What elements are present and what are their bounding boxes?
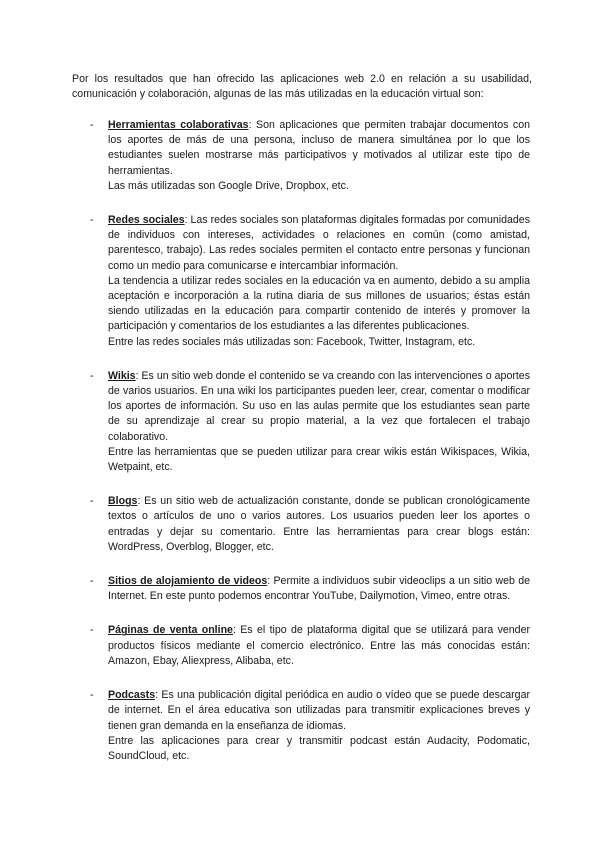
bullet-list — [90, 118, 530, 783]
item-text: : Permite a individuos subir videoclips a un sitio web de Internet. En este punto podemos encontrar YouTube, Dailymotion, Vimeo, entre otras. — [108, 575, 530, 603]
item-term: Podcasts — [108, 689, 156, 702]
item-paragraph — [108, 335, 530, 350]
list-item-sitios-de-alojamiento-de-videos — [90, 574, 530, 604]
list-item-redes-sociales — [90, 213, 530, 350]
bullet-dash: - — [90, 495, 94, 508]
list-item-podcasts — [90, 688, 530, 764]
bullet-dash: - — [90, 575, 94, 588]
item-term: Sitios de alojamiento de videos — [108, 575, 268, 588]
item-text: : Es una publicación digital periódica en audio o vídeo que se puede descargar de internet. En el área educativa son utilizadas para transmitir explicaciones breves y tienen gran demanda en la enseñanza de idiomas. — [108, 689, 530, 732]
bullet-dash: - — [90, 119, 94, 131]
item-paragraph — [108, 734, 530, 764]
item-description — [108, 494, 530, 555]
list-item-paginas-de-venta-online — [90, 623, 530, 669]
item-text: La tendencia a utilizar redes sociales en la educación va en aumento, debido a su amplia aceptación e incorporación a la rutina diaria de sus millones de usuarios; éstas están siendo utilizadas en la educación para compartir contenido de interés y promover la participación y comentarios de los estudiantes a las diferentes publicaciones. — [108, 274, 530, 333]
bullet-dash: - — [90, 624, 94, 637]
item-description — [108, 688, 530, 734]
bullet-dash: - — [90, 369, 94, 382]
item-text: Entre las herramientas que se pueden utilizar para crear wikis están Wikispaces, Wikia, Wetpaint, etc. — [108, 445, 530, 474]
item-text: : Es un sitio web donde el contenido se va creando con las intervenciones o aportes de varios usuarios. En una wiki los participantes pueden leer, crear, comentar o modificar los aportes de información. Su uso en las aulas permite que los estudiantes sean parte de su aprendizaje al crear su propio material, a la vez que fortalecen el trabajo colaborativo. — [108, 369, 530, 443]
item-description — [108, 213, 530, 274]
list-item-herramientas-colaborativas — [90, 118, 530, 194]
item-text: : Las redes sociales son plataformas digitales formadas por comunidades de individuos con intereses, actividades o relaciones en común (como amistad, parentesco, trabajo). Las redes sociales permiten el contacto entre personas y funcionan como un medio para comunicarse e intercambiar información. — [108, 214, 530, 272]
item-text: : Es un sitio web de actualización constante, donde se publican cronológicamente textos o artículos de uno o varios autores. Los usuarios pueden leer los aportes o entradas y dejar su comentario. Entre las herramientas para crear blogs están: WordPress, Overblog, Blogger, etc. — [108, 495, 530, 553]
item-text: Entre las aplicaciones para crear y transmitir podcast están Audacity, Podomatic, SoundCloud, etc. — [108, 734, 530, 762]
item-text: Entre las redes sociales más utilizadas son: Facebook, Twitter, Instagram, etc. — [108, 335, 476, 348]
bullet-dash: - — [90, 689, 94, 702]
item-term: Wikis — [108, 369, 136, 382]
item-term: Redes sociales — [108, 214, 185, 227]
item-text: : Son aplicaciones que permiten trabajar documentos con los aportes de más de una persona, incluso de manera simultánea por lo que los estudiantes suelen mostrarse más participativos y motivados al utilizar este tipo de herramientas. — [108, 119, 530, 177]
item-description — [108, 623, 530, 669]
item-description — [108, 369, 530, 445]
item-description — [108, 118, 530, 179]
item-paragraph — [108, 445, 530, 475]
item-text: : Es el tipo de plataforma digital que se utilizará para vender productos físicos mediante el comercio electrónico. Entre las más conocidas están: Amazon, Ebay, Aliexpress, Alibaba, etc. — [108, 624, 530, 667]
item-term: Páginas de venta online — [108, 624, 233, 637]
bullet-dash: - — [90, 214, 94, 227]
item-paragraph — [108, 274, 530, 335]
list-item-blogs — [90, 494, 530, 555]
intro-paragraph: Por los resultados que han ofrecido las aplicaciones web 2.0 en relación a su usabilidad, comunicación y colaboración, algunas de las más utilizadas en la educación virtual son: — [72, 73, 532, 101]
item-term: Blogs — [108, 495, 138, 508]
item-term: Herramientas colaborativas — [108, 119, 249, 131]
list-item-wikis — [90, 369, 530, 475]
item-paragraph — [108, 179, 530, 194]
item-description — [108, 574, 530, 604]
item-text: Las más utilizadas son Google Drive, Dropbox, etc. — [108, 179, 349, 192]
